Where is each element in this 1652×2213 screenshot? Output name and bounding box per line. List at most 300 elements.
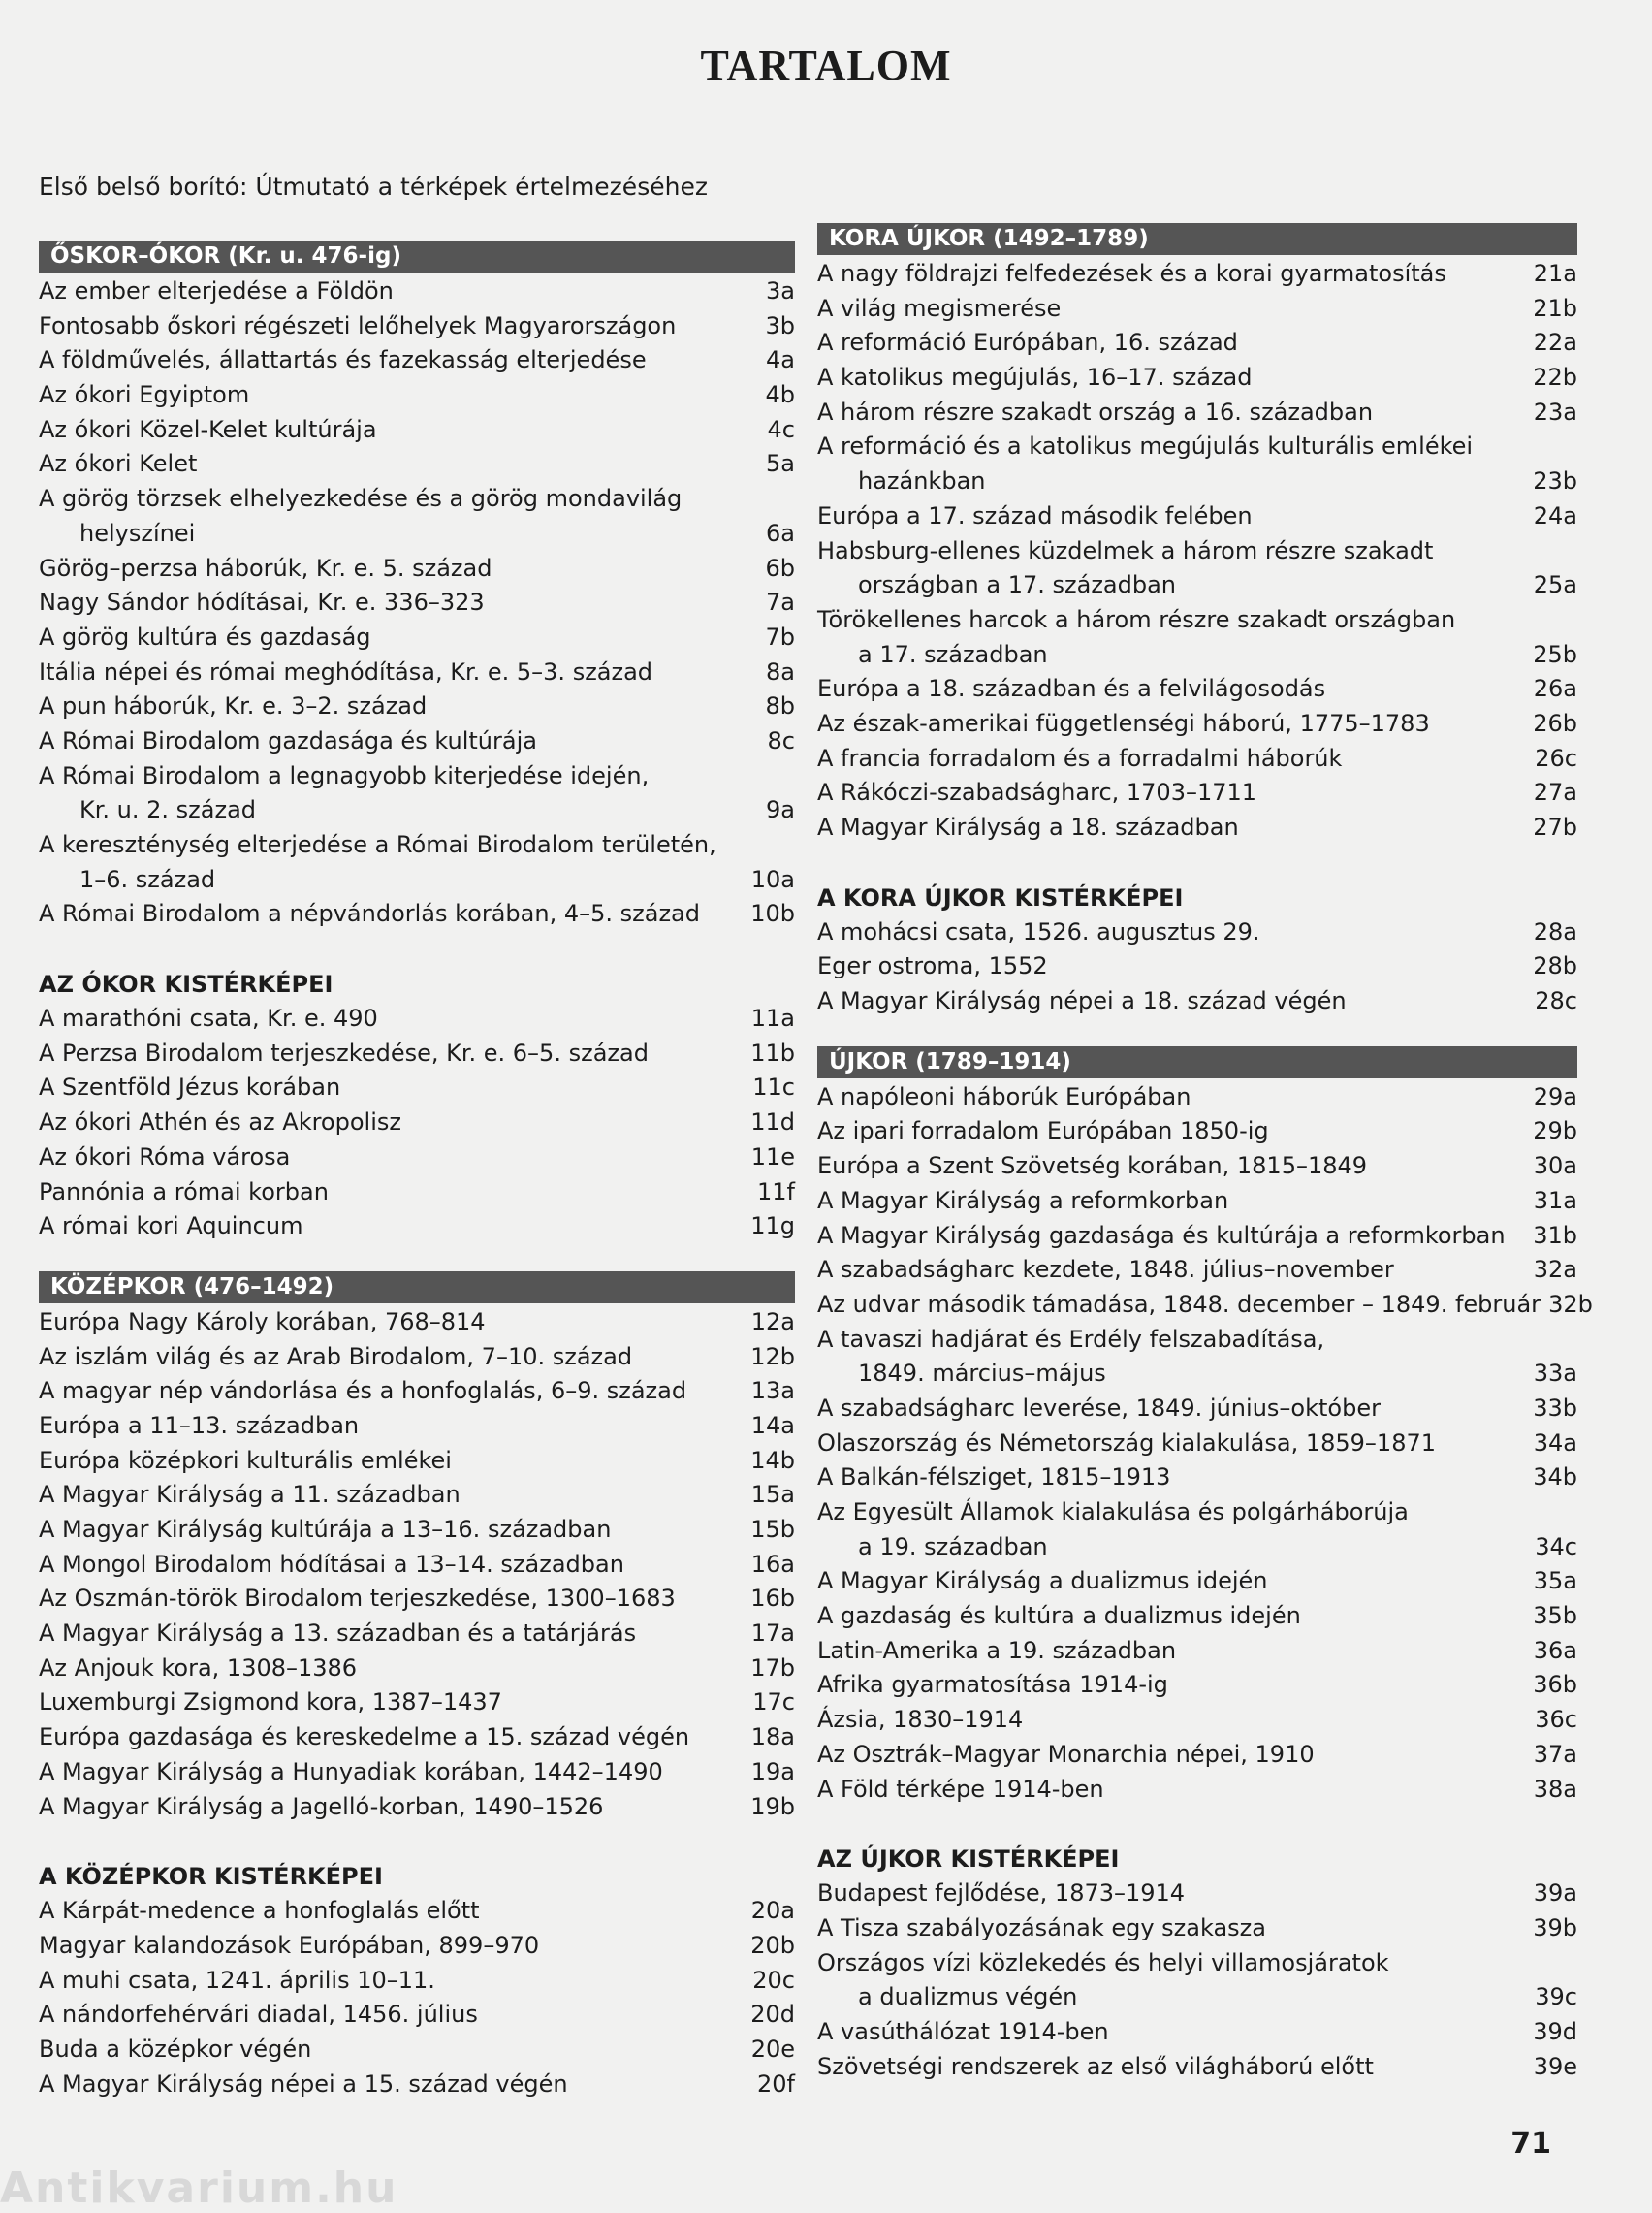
toc-entry <box>817 1253 1577 1288</box>
toc-entry <box>39 690 795 724</box>
toc-entry-page: 20e <box>750 2035 795 2063</box>
section-header: KORA ÚJKOR (1492–1789) <box>817 223 1577 255</box>
toc-entry-label: Európa a 17. század második felében <box>817 501 1253 529</box>
toc-entry-page: 11e <box>750 1142 795 1171</box>
dot-leader <box>693 1721 747 1743</box>
dot-leader <box>201 448 748 469</box>
toc-entry <box>817 361 1577 396</box>
dot-leader <box>506 1686 748 1708</box>
toc-entry-label: A Római Birodalom gazdasága és kultúrája <box>39 726 537 754</box>
toc-entry <box>817 499 1577 534</box>
dot-leader <box>1242 327 1530 348</box>
toc-entry-page: 16b <box>750 1585 795 1613</box>
toc-entry-page: 38a <box>1533 1775 1577 1803</box>
section-header: ŐSKOR–ÓKOR (Kr. u. 476-ig) <box>39 241 795 273</box>
toc-entry-page: 20f <box>757 2069 795 2098</box>
toc-entry-page: 27a <box>1533 779 1577 807</box>
toc-entry-page: 21b <box>1533 294 1577 322</box>
toc-entry-page: 34b <box>1533 1463 1577 1491</box>
toc-entry-page: 23a <box>1533 398 1577 426</box>
toc-entry <box>817 1634 1577 1669</box>
toc-entry-label: Az Anjouk kora, 1308–1386 <box>39 1653 358 1682</box>
dot-leader <box>315 2034 747 2055</box>
toc-entry <box>817 1738 1577 1773</box>
toc-entry-label: A gazdaság és kultúra a dualizmus idején <box>817 1602 1301 1630</box>
subsection-header: A KORA ÚJKOR KISTÉRKÉPEI <box>817 883 1184 912</box>
toc-entry <box>817 776 1577 811</box>
dot-leader <box>1052 950 1530 972</box>
dot-leader <box>1434 708 1529 729</box>
toc-entry-label: A Mongol Birodalom hódításai a 13–14. században <box>39 1550 624 1578</box>
toc-entry <box>39 828 795 863</box>
toc-entry <box>817 1668 1577 1703</box>
section-header: ÚJKOR (1789–1914) <box>817 1046 1577 1078</box>
toc-entry-label: Itália népei és római meghódítása, Kr. e. 5–3. század <box>39 657 653 686</box>
toc-entry-page: 7a <box>766 589 795 617</box>
dot-leader <box>381 414 748 435</box>
watermark: Antikvarium.hu <box>0 2164 398 2213</box>
dot-leader <box>456 1445 747 1466</box>
toc-entry <box>39 759 795 794</box>
toc-entry <box>817 1530 1577 1565</box>
toc-list <box>39 1305 795 1824</box>
toc-entry-page: 35b <box>1533 1602 1577 1630</box>
toc-entry <box>39 413 795 448</box>
toc-entry <box>39 1998 795 2033</box>
toc-entry-label: A Föld térképe 1914-ben <box>817 1775 1104 1803</box>
toc-entry-label: Magyar kalandozások Európában, 899–970 <box>39 1931 540 1959</box>
dot-leader <box>464 1479 747 1500</box>
toc-entry <box>817 1427 1577 1461</box>
toc-entry <box>39 517 795 552</box>
toc-entry <box>39 1894 795 1929</box>
toc-entry-page: 34c <box>1535 1532 1577 1560</box>
toc-entry <box>817 1114 1577 1149</box>
toc-entry-page: 32a <box>1533 1256 1577 1284</box>
toc-entry-page: 19b <box>750 1792 795 1820</box>
toc-entry-label: Görög–perzsa háborúk, Kr. e. 5. század <box>39 554 492 582</box>
dot-leader <box>572 2069 748 2090</box>
toc-entry-label: Az ókori Athén és az Akropolisz <box>39 1108 401 1137</box>
toc-entry-page: 28c <box>1535 987 1577 1015</box>
toc-entry-page: 32b <box>1548 1290 1593 1318</box>
dot-leader <box>219 864 747 885</box>
toc-entry <box>39 656 795 690</box>
toc-entry-page: 24a <box>1533 501 1577 529</box>
dot-leader <box>1450 258 1530 279</box>
toc-entry-label: A reformáció és a katolikus megújulás kulturális emlékei <box>817 433 1474 461</box>
toc-entry-page: 16a <box>750 1550 795 1578</box>
toc-entry-label: Latin-Amerika a 19. században <box>817 1636 1177 1664</box>
dot-leader <box>615 1514 747 1535</box>
toc-entry-page: 9a <box>766 796 795 824</box>
toc-entry <box>817 292 1577 327</box>
dot-leader <box>1180 1635 1530 1656</box>
toc-entry <box>39 1652 795 1686</box>
toc-entry <box>39 2068 795 2102</box>
toc-entry-label: A szabadságharc leverése, 1849. június–október <box>817 1394 1381 1422</box>
toc-entry-page: 39e <box>1533 2052 1577 2080</box>
toc-entry-label: A világ megismerése <box>817 294 1062 322</box>
dot-leader <box>490 1306 747 1328</box>
toc-entry-label: Az ókori Kelet <box>39 450 198 478</box>
toc-entry-label: Luxemburgi Zsigmond kora, 1387–1437 <box>39 1688 502 1716</box>
dot-leader <box>430 690 748 712</box>
dot-leader <box>489 587 748 608</box>
toc-entry-label: A Magyar Királyság a Jagelló-korban, 1490–1526 <box>39 1792 604 1820</box>
toc-entry-page: 11g <box>750 1212 795 1240</box>
toc-entry <box>817 1773 1577 1808</box>
toc-list <box>817 1080 1593 1807</box>
toc-entry <box>817 1876 1577 1911</box>
toc-entry <box>817 430 1577 465</box>
toc-entry-page: 33b <box>1533 1394 1577 1422</box>
toc-entry <box>39 1037 795 1072</box>
toc-entry-page: 39d <box>1533 2017 1577 2045</box>
toc-entry-label: A római kori Aquincum <box>39 1212 303 1240</box>
toc-entry-page: 22a <box>1533 329 1577 357</box>
dot-leader <box>1273 1115 1530 1137</box>
toc-entry-page: 20d <box>750 2001 795 2029</box>
toc-entry-label: hazánkban <box>858 467 986 496</box>
toc-entry-label: 1849. március–május <box>858 1360 1106 1388</box>
toc-entry <box>39 1071 795 1106</box>
toc-entry-label: A Magyar Királyság a 18. században <box>817 814 1239 841</box>
toc-entry <box>39 1617 795 1652</box>
toc-entry-page: 31a <box>1533 1186 1577 1214</box>
toc-entry-page: 27b <box>1533 814 1577 841</box>
toc-entry-page: 18a <box>750 1723 795 1751</box>
dot-leader <box>1174 1461 1529 1483</box>
toc-entry-page: 26c <box>1535 744 1577 772</box>
toc-entry-page: 29a <box>1533 1082 1577 1110</box>
toc-entry-label: A görög kultúra és gazdaság <box>39 623 371 651</box>
dot-leader <box>1052 1531 1531 1553</box>
dot-leader <box>405 1106 747 1128</box>
dot-leader <box>333 1176 748 1198</box>
toc-entry-label: A katolikus megújulás, 16–17. század <box>817 364 1253 392</box>
toc-entry <box>39 1175 795 1210</box>
toc-entry-label: A francia forradalom és a forradalmi háborúk <box>817 744 1343 772</box>
toc-entry-page: 39a <box>1533 1879 1577 1908</box>
toc-entry-label: A Római Birodalom a legnagyobb kiterjedése idején, <box>39 761 650 789</box>
dot-leader <box>1243 812 1530 833</box>
toc-entry <box>817 1599 1577 1634</box>
toc-entry <box>817 1288 1593 1323</box>
dot-leader <box>375 622 748 643</box>
toc-entry-page: 8b <box>765 692 795 721</box>
toc-entry-label: Európa gazdasága és kereskedelme a 15. század végén <box>39 1723 690 1751</box>
dot-leader <box>1371 1150 1530 1171</box>
toc-entry-label: a 19. században <box>858 1532 1048 1560</box>
toc-entry-label: Az észak-amerikai függetlenségi háború, 1775–1783 <box>817 709 1430 737</box>
dot-leader <box>1052 639 1530 660</box>
toc-entry-page: 3a <box>766 277 795 305</box>
dot-leader <box>294 1141 747 1163</box>
toc-entry-label: Az ókori Közel-Kelet kultúrája <box>39 415 377 443</box>
intro-line: Első belső borító: Útmutató a térképek értelmezéséhez <box>39 173 708 201</box>
dot-leader <box>1081 1981 1531 2003</box>
toc-entry-page: 22b <box>1533 364 1577 392</box>
toc-entry <box>39 2033 795 2068</box>
dot-leader <box>1398 1254 1530 1275</box>
toc-entry-page: 33a <box>1533 1360 1577 1388</box>
dot-leader <box>1350 985 1531 1007</box>
toc-entry-page: 17c <box>752 1688 795 1716</box>
dot-leader <box>1232 1185 1530 1206</box>
dot-leader <box>1377 397 1530 418</box>
toc-list <box>39 1002 795 1244</box>
dot-leader <box>363 1410 747 1431</box>
dot-leader <box>989 465 1529 487</box>
toc-entry <box>817 568 1577 603</box>
toc-entry <box>39 1002 795 1037</box>
dot-leader <box>680 1583 747 1604</box>
dot-leader <box>690 1375 747 1396</box>
toc-entry-label: A marathóni csata, Kr. e. 490 <box>39 1005 378 1033</box>
toc-list <box>817 257 1577 846</box>
toc-entry <box>817 1219 1577 1254</box>
toc-entry <box>39 1755 795 1790</box>
page-number: 71 <box>1510 2127 1551 2161</box>
toc-entry-label: Budapest fejlődése, 1873–1914 <box>817 1879 1186 1908</box>
dot-leader <box>484 1895 747 1916</box>
toc-entry-label: helyszínei <box>79 519 196 547</box>
dot-leader <box>1260 777 1530 798</box>
toc-entry <box>39 1106 795 1140</box>
toc-entry-page: 20a <box>750 1897 795 1925</box>
toc-entry-label: Országos vízi közlekedés és helyi villamosjáratok <box>817 1948 1389 1976</box>
dot-leader <box>1194 1081 1529 1103</box>
toc-entry-page: 19a <box>750 1757 795 1785</box>
dot-leader <box>1318 1739 1530 1760</box>
dot-leader <box>636 1341 747 1363</box>
toc-entry <box>39 621 795 656</box>
toc-entry-page: 13a <box>750 1377 795 1405</box>
toc-entry-page: 26b <box>1533 709 1577 737</box>
toc-entry <box>817 326 1577 361</box>
dot-leader <box>656 657 748 678</box>
toc-entry-page: 17b <box>750 1653 795 1682</box>
toc-entry-page: 39c <box>1535 1983 1577 2011</box>
dot-leader <box>199 518 748 539</box>
dot-leader <box>1264 916 1530 938</box>
toc-entry-page: 7b <box>765 623 795 651</box>
toc-entry-label: A Magyar Királyság a 11. században <box>39 1481 461 1509</box>
toc-entry <box>817 1703 1577 1738</box>
toc-entry-page: 6a <box>766 519 795 547</box>
toc-entry-label: 1–6. század <box>79 865 216 893</box>
dot-leader <box>541 725 748 747</box>
toc-entry-label: A Magyar Királyság a reformkorban <box>817 1186 1229 1214</box>
toc-entry <box>39 863 795 898</box>
toc-entry <box>39 1582 795 1617</box>
toc-entry-label: A napóleoni háborúk Európában <box>817 1082 1191 1110</box>
toc-entry-label: A Római Birodalom a népvándorlás korában, 4–5. század <box>39 900 700 928</box>
toc-entry-page: 29b <box>1533 1117 1577 1145</box>
toc-entry <box>817 2015 1577 2050</box>
toc-entry <box>817 1564 1577 1599</box>
toc-entry-page: 36c <box>1535 1706 1577 1734</box>
toc-entry-label: A görög törzsek elhelyezkedése és a görög mondavilág <box>39 485 683 513</box>
dot-leader <box>704 898 747 919</box>
dot-leader <box>1255 362 1529 383</box>
toc-entry-label: A Rákóczi-szabadságharc, 1703–1711 <box>817 779 1257 807</box>
left-column <box>39 241 795 2101</box>
toc-entry-label: Az udvar második támadása, 1848. december – 1849. február <box>817 1290 1541 1318</box>
toc-entry-label: A szabadságharc kezdete, 1848. július–november <box>817 1256 1394 1284</box>
dot-leader <box>1270 1912 1529 1934</box>
subsection-header: A KÖZÉPKOR KISTÉRKÉPEI <box>39 1863 383 1891</box>
toc-entry <box>817 1323 1577 1358</box>
toc-entry <box>39 586 795 621</box>
toc-entry-label: Az ipari forradalom Európában 1850-ig <box>817 1117 1269 1145</box>
toc-entry <box>39 1209 795 1244</box>
dot-leader <box>1108 1774 1530 1795</box>
dot-leader <box>1378 2051 1530 2072</box>
toc-entry <box>817 1980 1577 2015</box>
toc-entry <box>39 793 795 828</box>
toc-entry-page: 11c <box>752 1074 795 1102</box>
toc-entry <box>39 552 795 587</box>
dot-leader <box>1064 293 1529 314</box>
toc-entry-label: Európa középkori kulturális emlékei <box>39 1446 452 1474</box>
dot-leader <box>253 379 748 401</box>
toc-entry-page: 36b <box>1533 1671 1577 1699</box>
toc-entry-page: 36a <box>1533 1636 1577 1664</box>
toc-entry <box>39 343 795 378</box>
toc-entry-page: 3b <box>765 311 795 339</box>
toc-entry-page: 23b <box>1533 467 1577 496</box>
toc-entry <box>817 1184 1577 1219</box>
toc-entry-label: A Magyar Királyság gazdasága és kultúrája a reformkorban <box>817 1221 1506 1249</box>
toc-entry <box>817 638 1577 673</box>
dot-leader <box>1172 1669 1529 1690</box>
toc-entry-label: A Perzsa Birodalom terjeszkedése, Kr. e. 6–5. század <box>39 1039 649 1067</box>
toc-entry-label: A Kárpát-medence a honfoglalás előtt <box>39 1897 480 1925</box>
toc-entry-page: 15a <box>750 1481 795 1509</box>
toc-entry-label: Az Osztrák–Magyar Monarchia népei, 1910 <box>817 1740 1315 1768</box>
toc-entry-page: 11d <box>750 1108 795 1137</box>
toc-entry-label: Az iszlám világ és az Arab Birodalom, 7–10. század <box>39 1342 633 1370</box>
toc-entry-label: Afrika gyarmatosítása 1914-ig <box>817 1671 1168 1699</box>
toc-entry <box>39 1444 795 1479</box>
toc-entry-page: 25b <box>1533 640 1577 668</box>
dot-leader <box>1256 500 1530 522</box>
toc-entry-page: 15b <box>750 1516 795 1543</box>
toc-entry-label: A Szentföld Jézus korában <box>39 1074 341 1102</box>
toc-entry-label: Fontosabb őskori régészeti lelőhelyek Magyarországon <box>39 311 677 339</box>
dot-leader <box>306 1210 747 1232</box>
toc-entry-label: A földművelés, állattartás és fazekasság elterjedése <box>39 346 647 374</box>
toc-entry-page: 28a <box>1533 917 1577 946</box>
dot-leader <box>482 1999 747 2020</box>
toc-entry-label: Európa Nagy Károly korában, 768–814 <box>39 1307 486 1335</box>
toc-entry <box>39 1305 795 1340</box>
toc-entry-page: 10a <box>750 865 795 893</box>
toc-entry <box>817 949 1577 984</box>
toc-entry <box>39 274 795 309</box>
toc-entry-label: Ázsia, 1830–1914 <box>817 1706 1024 1734</box>
toc-entry-page: 14a <box>750 1411 795 1439</box>
toc-entry <box>39 1790 795 1825</box>
toc-entry <box>817 2050 1577 2085</box>
toc-entry <box>817 1392 1577 1427</box>
toc-entry-label: Habsburg-ellenes küzdelmek a három részre szakadt <box>817 536 1434 564</box>
toc-entry-page: 21a <box>1533 260 1577 287</box>
toc-entry-page: 5a <box>766 450 795 478</box>
toc-entry-page: 39b <box>1533 1913 1577 1941</box>
toc-entry-label: A Magyar Királyság a 13. században és a tatárjárás <box>39 1620 637 1648</box>
toc-entry-label: Európa a Szent Szövetség korában, 1815–1849 <box>817 1152 1368 1180</box>
toc-entry <box>817 534 1577 569</box>
dot-leader <box>652 1038 747 1059</box>
toc-entry-page: 11b <box>750 1039 795 1067</box>
toc-entry <box>39 1720 795 1755</box>
toc-entry-label: A nándorfehérvári diadal, 1456. július <box>39 2001 478 2029</box>
toc-entry-label: Pannónia a római korban <box>39 1177 329 1205</box>
dot-leader <box>1329 673 1530 694</box>
toc-entry-page: 4c <box>767 415 795 443</box>
toc-entry-label: A Magyar Királyság a Hunyadiak korában, 1442–1490 <box>39 1757 663 1785</box>
toc-entry-page: 11f <box>757 1177 795 1205</box>
toc-entry <box>39 1478 795 1513</box>
toc-entry <box>817 465 1577 499</box>
toc-entry-page: 17a <box>750 1620 795 1648</box>
dot-leader <box>680 310 748 332</box>
right-column <box>817 223 1593 2084</box>
dot-leader <box>628 1549 747 1570</box>
toc-entry <box>817 1080 1577 1115</box>
dot-leader <box>439 1965 748 1986</box>
dot-leader <box>495 553 748 574</box>
toc-entry-page: 8a <box>766 657 795 686</box>
toc-entry-label: Törökellenes harcok a három részre szakadt országban <box>817 605 1456 633</box>
dot-leader <box>397 275 748 297</box>
toc-entry-label: Az ókori Róma városa <box>39 1142 291 1171</box>
toc-entry <box>39 309 795 344</box>
toc-entry-page: 30a <box>1533 1152 1577 1180</box>
toc-entry <box>817 1946 1577 1981</box>
dot-leader <box>640 1618 747 1639</box>
dot-leader <box>1384 1393 1529 1414</box>
toc-entry <box>39 1513 795 1548</box>
section-header: KÖZÉPKOR (476–1492) <box>39 1271 795 1303</box>
toc-entry-label: Európa a 11–13. században <box>39 1411 360 1439</box>
toc-entry <box>39 724 795 759</box>
dot-leader <box>1113 2016 1530 2037</box>
toc-entry-label: A tavaszi hadjárat és Erdély felszabadítása, <box>817 1325 1325 1353</box>
dot-leader <box>382 1003 747 1024</box>
toc-entry <box>39 1548 795 1583</box>
toc-entry-page: 12b <box>750 1342 795 1370</box>
toc-entry-page: 6b <box>765 554 795 582</box>
toc-entry-label: Kr. u. 2. század <box>79 796 257 824</box>
toc-entry-page: 34a <box>1533 1428 1577 1457</box>
toc-list <box>39 274 795 932</box>
toc-entry <box>39 1409 795 1444</box>
toc-entry <box>39 378 795 413</box>
toc-entry <box>817 672 1577 707</box>
toc-entry-page: 20c <box>752 1966 795 1994</box>
toc-list <box>39 1894 795 2101</box>
toc-entry <box>39 1964 795 1999</box>
toc-entry-label: A vasúthálózat 1914-ben <box>817 2017 1109 2045</box>
toc-entry-label: Az ember elterjedése a Földön <box>39 277 394 305</box>
toc-entry-label: A Magyar Királyság a dualizmus idején <box>817 1567 1268 1595</box>
dot-leader <box>1346 743 1531 764</box>
dot-leader <box>1271 1565 1529 1587</box>
